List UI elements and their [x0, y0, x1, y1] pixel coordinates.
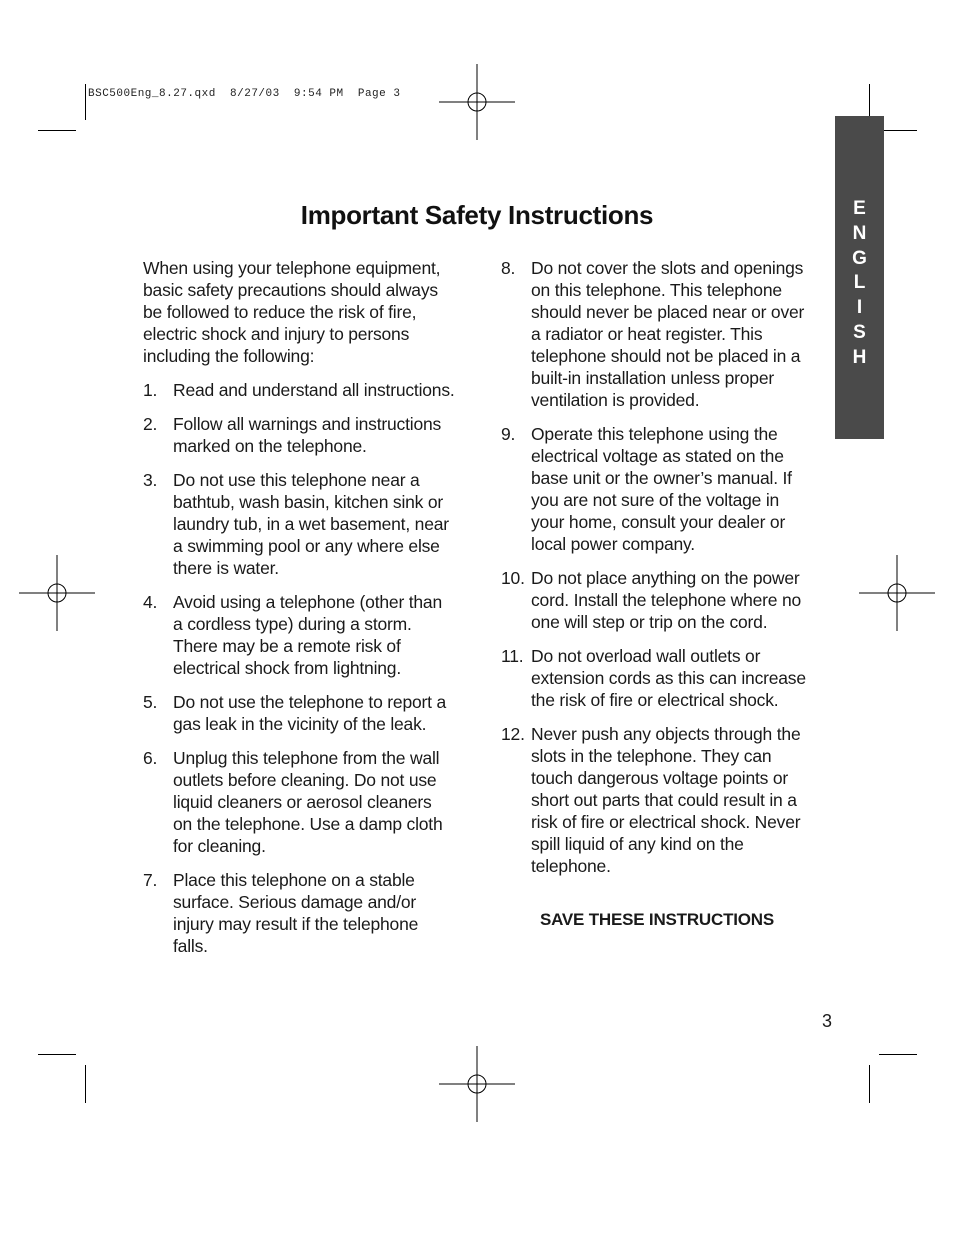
- language-tab-letter: L: [853, 272, 866, 294]
- crop-mark: [879, 130, 917, 131]
- item-number: 8.: [501, 258, 516, 278]
- page-number: 3: [822, 1011, 833, 1031]
- page-title: Important Safety Instructions: [300, 200, 654, 230]
- crop-mark: [38, 1054, 76, 1055]
- item-text: Place this telephone on a stable surface. Serious damage and/or injury may result if the telephone falls.: [173, 870, 419, 956]
- item-text: Do not overload wall outlets or extension cords as this can increase the risk of fire or electrical shock.: [531, 646, 806, 710]
- left-column: [143, 257, 455, 969]
- language-tab-letter: I: [856, 297, 863, 319]
- list-item: [501, 723, 813, 877]
- item-number: 10.: [501, 568, 525, 588]
- item-text: Avoid using a telephone (other than a cordless type) during a storm. There may be a remote risk of electrical shock from lightning.: [173, 592, 442, 678]
- language-tab-letter: E: [853, 198, 866, 219]
- registration-mark-right: [859, 555, 935, 631]
- list-item: [501, 423, 813, 555]
- language-tab: [835, 116, 884, 439]
- intro-paragraph: When using your telephone equipment, basic safety precautions should always be followed to reduce the risk of fire, electric shock and injury to persons including the following:: [143, 258, 441, 366]
- item-text: Operate this telephone using the electrical voltage as stated on the base unit or the owner’s manual. If you are not sure of the voltage in your home, consult your dealer or local power company.: [531, 424, 792, 554]
- item-text: Never push any objects through the slots in the telephone. They can touch dangerous voltage points or short out parts that could result in a risk of fire or electrical shock. Never spill liquid of any kind on the telephone.: [531, 724, 801, 876]
- language-tab-letter: H: [852, 346, 867, 368]
- crop-mark: [879, 1054, 917, 1055]
- list-item: [143, 691, 455, 735]
- item-number: 3.: [143, 470, 158, 490]
- list-item: [501, 645, 813, 711]
- crop-mark: [869, 84, 870, 120]
- instruction-list-left: [143, 379, 455, 957]
- item-number: 1.: [143, 380, 158, 400]
- right-column: [501, 257, 813, 931]
- item-text: Read and understand all instructions.: [173, 380, 455, 400]
- item-number: 6.: [143, 748, 158, 768]
- language-tab-letter: G: [852, 247, 867, 269]
- list-item: [143, 591, 455, 679]
- list-item: [143, 869, 455, 957]
- item-text: Do not use this telephone near a bathtub, wash basin, kitchen sink or laundry tub, in a wet basement, near a swimming pool or any where else there is water.: [173, 470, 449, 578]
- item-text: Do not use the telephone to report a gas leak in the vicinity of the leak.: [173, 692, 446, 734]
- crop-mark: [869, 1065, 870, 1103]
- registration-mark-bottom: [439, 1046, 515, 1122]
- list-item: [501, 257, 813, 411]
- item-number: 9.: [501, 424, 516, 444]
- item-text: Unplug this telephone from the wall outlets before cleaning. Do not use liquid cleaners or aerosol cleaners on the telephone. Use a damp cloth for cleaning.: [173, 748, 443, 856]
- item-text: Follow all warnings and instructions marked on the telephone.: [173, 414, 442, 456]
- registration-mark-top: [439, 64, 515, 140]
- crop-mark: [85, 84, 86, 120]
- crop-mark: [38, 130, 76, 131]
- list-item: [143, 413, 455, 457]
- language-tab-letter: N: [852, 222, 867, 244]
- item-number: 7.: [143, 870, 158, 890]
- item-number: 4.: [143, 592, 158, 612]
- list-item: [501, 567, 813, 633]
- item-number: 2.: [143, 414, 158, 434]
- item-text: Do not cover the slots and openings on this telephone. This telephone should never be placed near or over a radiator or heat register. This telephone should not be placed in a built-in installation unless proper ventilation is provided.: [531, 258, 805, 410]
- list-item: [143, 747, 455, 857]
- list-item: [143, 469, 455, 579]
- closing-heading: SAVE THESE INSTRUCTIONS: [539, 910, 775, 929]
- list-item: [143, 379, 455, 401]
- item-number: 11.: [501, 646, 524, 666]
- language-tab-letter: S: [853, 321, 866, 343]
- item-text: Do not place anything on the power cord. Install the telephone where no one will step or trip on the cord.: [531, 568, 802, 632]
- registration-mark-left: [19, 555, 95, 631]
- item-number: 12.: [501, 724, 525, 744]
- printer-slug: BSC500Eng_8.27.qxd 8/27/03 9:54 PM Page 3: [88, 88, 401, 100]
- item-number: 5.: [143, 692, 158, 712]
- crop-mark: [85, 1065, 86, 1103]
- instruction-list-right: [501, 257, 813, 877]
